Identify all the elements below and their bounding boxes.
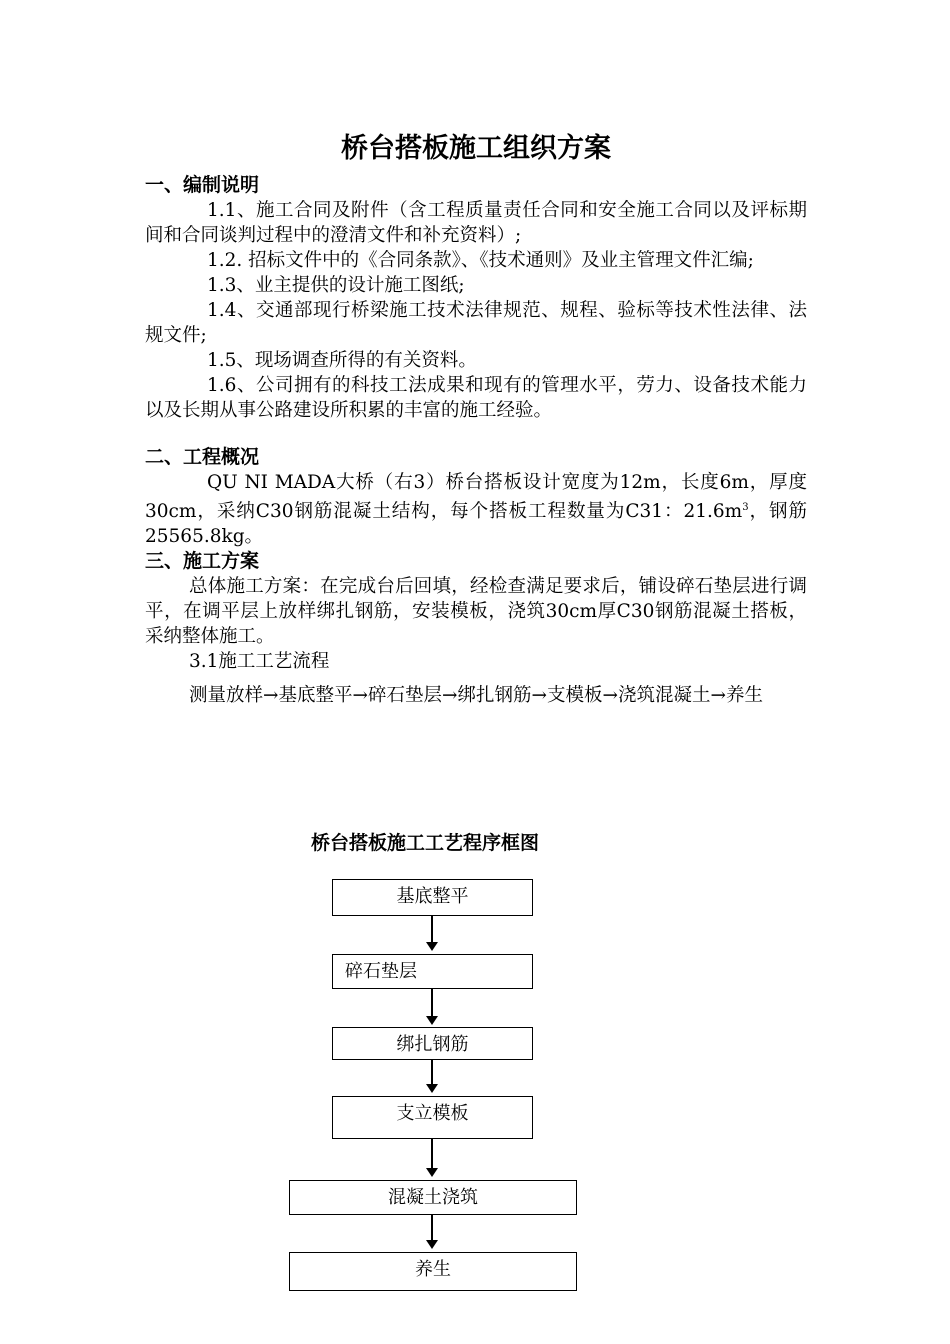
flow-step-2: 碎石垫层: [332, 954, 533, 989]
spacer: [145, 423, 807, 445]
flow-arrow-4: [431, 1139, 433, 1170]
section3-subheading: 3.1施工工艺流程: [189, 651, 330, 673]
flow-step-6: 养生: [289, 1252, 577, 1291]
flow-arrow-1: [431, 916, 433, 944]
document-body: [145, 125, 807, 708]
document-title: 桥台搭板施工组织方案: [341, 133, 611, 164]
section1-item-5: 1.5、现场调查所得的有关资料。: [207, 350, 477, 371]
section2-text: QU NI MADA大桥（右3）桥台搭板设计宽度为12m，长度6m，厚度30cm，采纳C30钢筋混凝土结构，每个搭板工程数量为C31：21.6m: [145, 472, 807, 523]
flowchart-title: 桥台搭板施工工艺程序框图: [310, 832, 539, 854]
section1-item-6: 1.6、公司拥有的科技工法成果和现有的管理水平，劳力、设备技术能力以及长期从事公路建设所积累的丰富的施工经验。: [145, 375, 807, 421]
superscript-3: 3: [742, 502, 749, 513]
section1-item-4: 1.4、交通部现行桥梁施工技术法律规范、规程、验标等技术性法律、法规文件;: [145, 300, 807, 346]
flow-step-3: 绑扎钢筋: [332, 1027, 533, 1060]
flow-step-5: 混凝土浇筑: [289, 1180, 577, 1215]
section1-item-2: 1.2. 招标文件中的《合同条款》、《技术通则》及业主管理文件汇编;: [207, 250, 754, 271]
flow-step-4: 支立模板: [332, 1096, 533, 1139]
section1-item-3: 1.3、业主提供的设计施工图纸;: [207, 275, 465, 296]
section1-item-1: 1.1、施工合同及附件（含工程质量责任合同和安全施工合同以及评标期间和合同谈判过程中的澄清文件和补充资料）;: [145, 200, 807, 246]
section-heading-1: 一、编制说明: [145, 174, 260, 196]
flow-step-1: 基底整平: [332, 879, 533, 916]
flow-arrow-5: [431, 1215, 433, 1242]
spacer: [145, 674, 807, 683]
section3-flow-text: 测量放样→基底整平→碎石垫层→绑扎钢筋→支模板→浇筑混凝土→养生: [189, 685, 764, 707]
section2-paragraph: [145, 470, 807, 549]
section-heading-2: 二、工程概况: [145, 446, 260, 468]
flow-arrow-2: [431, 989, 433, 1018]
flow-arrow-3: [431, 1060, 433, 1086]
section3-overview: 总体施工方案：在完成台后回填，经检查满足要求后，铺设碎石垫层进行调平，在调平层上放样绑扎钢筋，安装模板，浇筑30cm厚C30钢筋混凝土搭板，采纳整体施工。: [145, 576, 807, 648]
section-heading-3: 三、施工方案: [145, 550, 260, 573]
section2-text-tail: ，钢筋25565.8kg。: [145, 501, 807, 548]
